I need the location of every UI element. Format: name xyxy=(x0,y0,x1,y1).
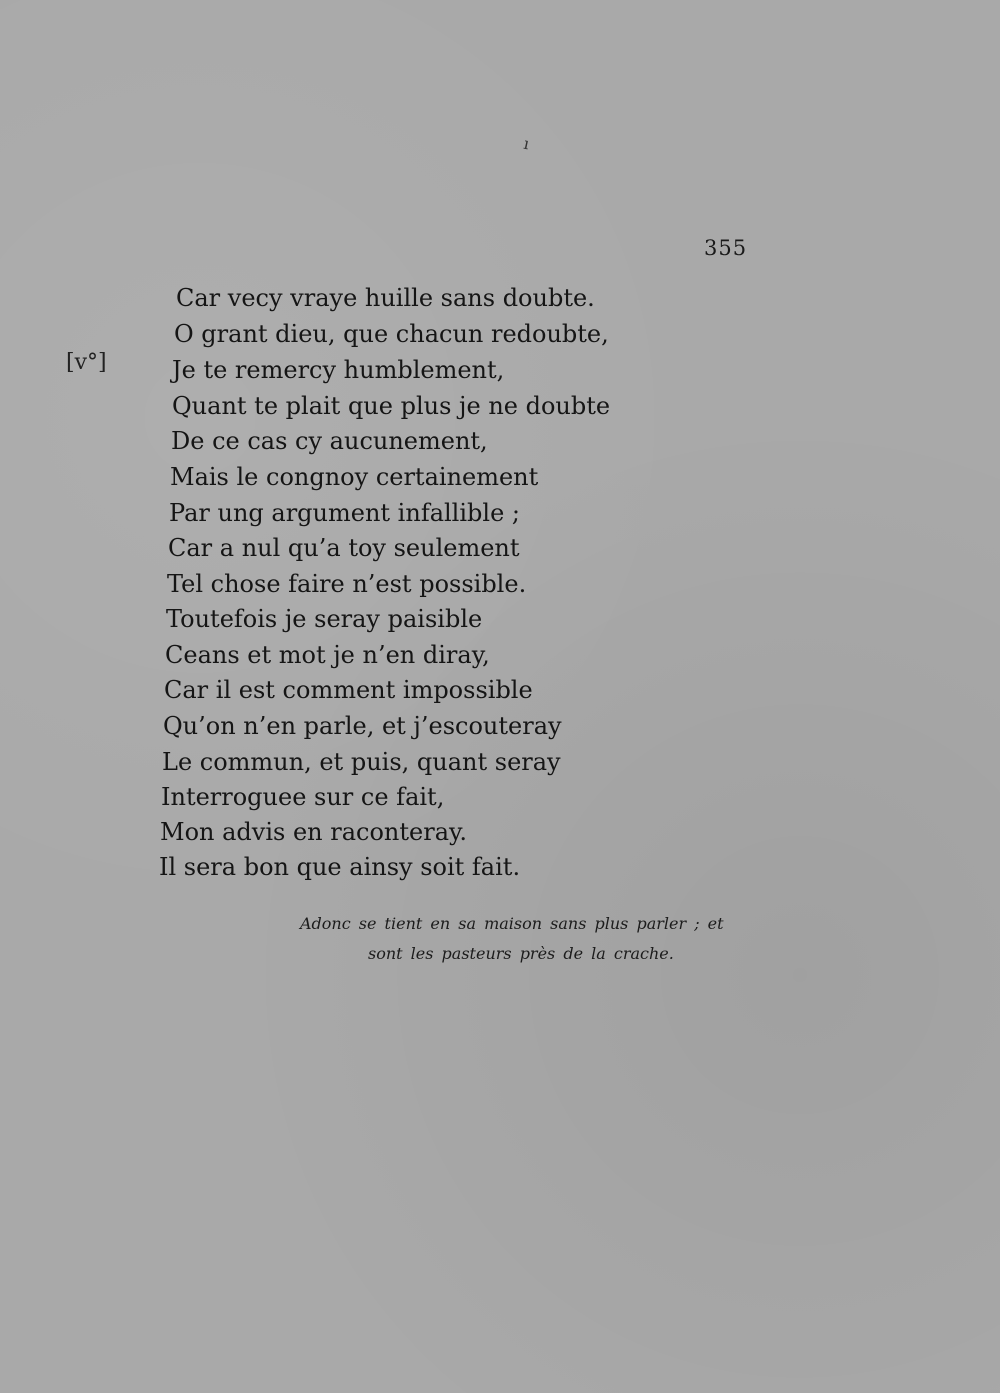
verse-line: Car vecy vraye huille sans doubte. xyxy=(176,284,595,312)
stage-direction-line: sont les pasteurs près de la crache. xyxy=(368,944,674,963)
verse-line: Je te remercy humblement, xyxy=(172,356,505,384)
verse-line: O grant dieu, que chacun redoubte, xyxy=(174,320,609,348)
verse-line: Tel chose faire n’est possible. xyxy=(167,570,527,598)
verse-line: Car a nul qu’a toy seulement xyxy=(168,534,520,562)
verse-line: Car il est comment impossible xyxy=(164,676,533,704)
verse-line: Mais le congnoy certainement xyxy=(170,463,539,491)
verse-line: De ce cas cy aucunement, xyxy=(171,427,488,455)
verse-line: Toutefois je seray paisible xyxy=(166,605,483,633)
stage-direction-line: Adonc se tient en sa maison sans plus parler ; et xyxy=(300,914,724,933)
margin-note: [v°] xyxy=(66,350,107,375)
verse-line: Par ung argument infallible ; xyxy=(169,499,520,527)
verse-line: Qu’on n’en parle, et j’escouteray xyxy=(163,712,562,740)
verse-line: Le commun, et puis, quant seray xyxy=(162,748,561,776)
verse-line: Ceans et mot je n’en diray, xyxy=(165,641,490,669)
verse-line: Mon advis en raconteray. xyxy=(160,818,468,846)
page-number: 355 xyxy=(704,236,748,260)
printer-mark: ı xyxy=(522,133,532,154)
verse-line: Quant te plait que plus je ne doubte xyxy=(172,392,611,420)
verse-line: Interroguee sur ce fait, xyxy=(161,783,445,811)
verse-line: Il sera bon que ainsy soit fait. xyxy=(159,853,521,881)
